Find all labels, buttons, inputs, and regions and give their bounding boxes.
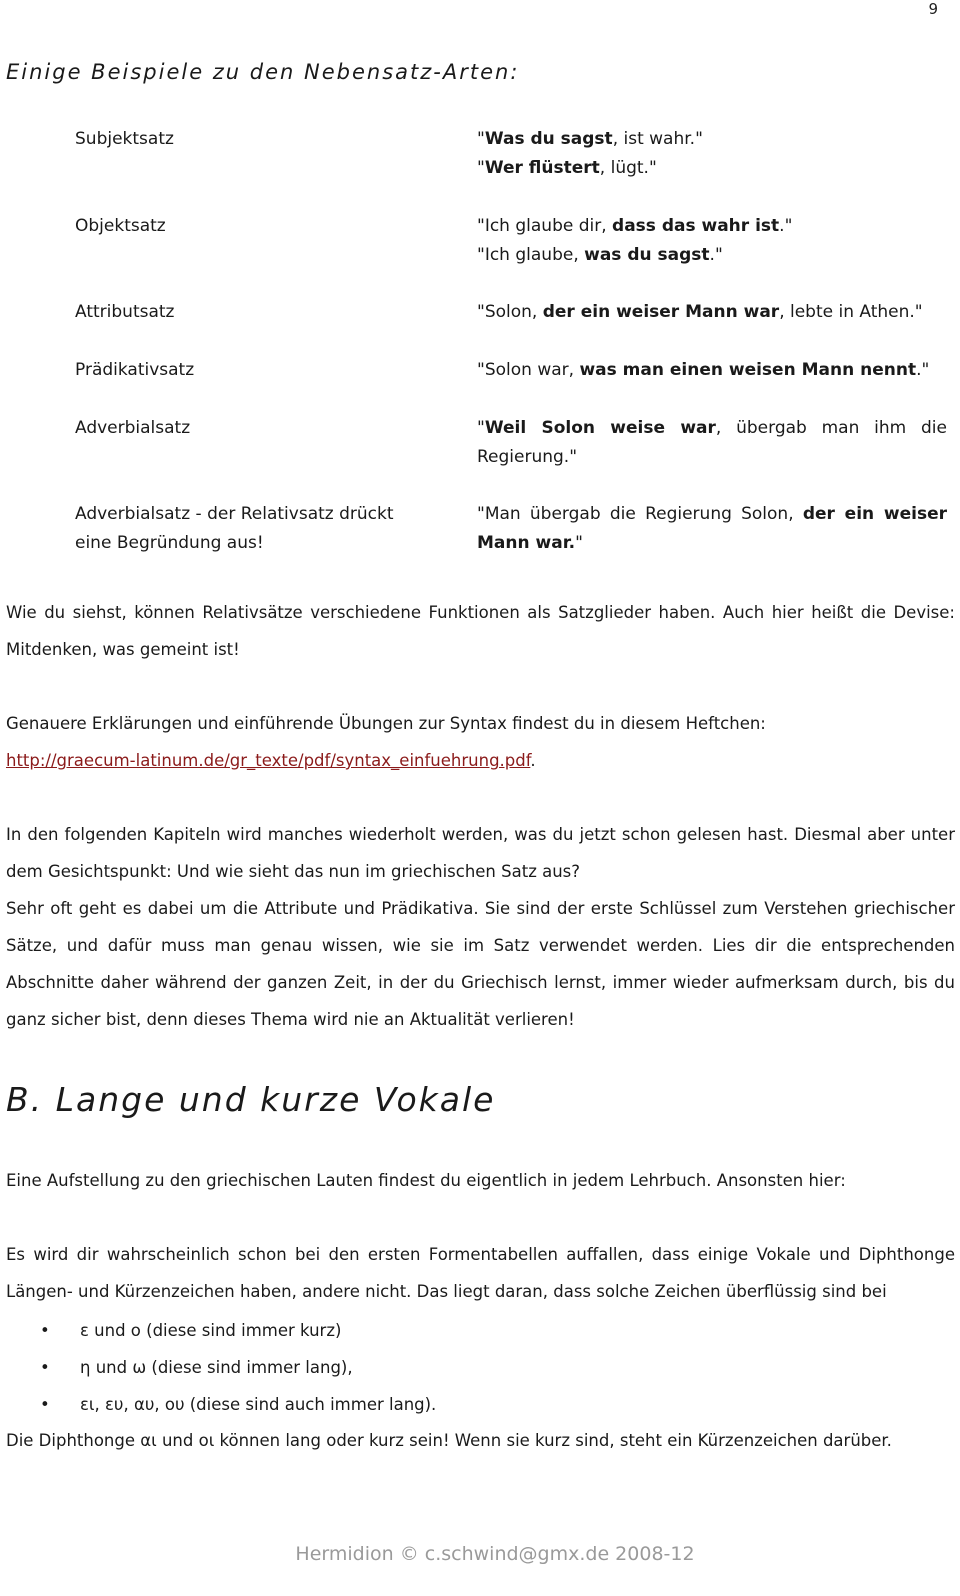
footer-text: Hermidion © c.schwind@gmx.de 2008-12	[295, 1543, 695, 1565]
paragraph-line	[6, 742, 955, 779]
section-b-title: B. Lange und kurze Vokale	[6, 1080, 496, 1119]
example-sentence	[477, 356, 947, 385]
paragraph-line: Längen- und Kürzenzeichen haben, andere nicht. Das liegt daran, dass solche Zeichen überflüssig sind bei	[6, 1282, 887, 1301]
list-item-text: ει, ευ, αυ, ου (diese sind auch immer lang).	[80, 1395, 437, 1414]
paragraph-line: dem Gesichtspunkt: Und wie sieht das nun im griechischen Satz aus?	[6, 862, 581, 881]
example-sentence-line: Regierung."	[477, 447, 578, 467]
example-label-line: eine Begründung aus!	[75, 533, 264, 553]
paragraph-line: Mitdenken, was gemeint ist!	[6, 640, 240, 659]
paragraph-line: Eine Aufstellung zu den griechischen Lauten findest du eigentlich in jedem Lehrbuch. Ansonsten hier:	[6, 1171, 846, 1190]
paragraph-line: ganz sicher bist, denn dieses Thema wird nie an Aktualität verlieren!	[6, 1010, 575, 1029]
highlighted-clause: was man einen weisen Mann nennt	[579, 360, 917, 380]
bullet-icon: •	[40, 1358, 50, 1377]
paragraph-line: Sehr oft geht es dabei um die Attribute und Prädikativa. Sie sind der erste Schlüssel zum Verstehen griechischer	[6, 899, 955, 918]
example-label-line: Prädikativsatz	[75, 360, 195, 380]
page-number: 9	[928, 0, 938, 18]
example-label-line: Subjektsatz	[75, 129, 174, 149]
link-period: .	[530, 751, 536, 770]
highlighted-clause: Weil Solon weise war	[484, 418, 716, 438]
section-b-paragraph	[6, 1236, 955, 1310]
example-sentence-line: "Solon war, was man einen weisen Mann nennt."	[477, 360, 930, 380]
examples-heading: Einige Beispiele zu den Nebensatz-Arten:	[6, 60, 520, 84]
example-sentence-line: "Ich glaube dir, dass das wahr ist."	[477, 216, 793, 236]
example-label	[75, 212, 415, 241]
page-footer	[0, 1543, 960, 1565]
example-sentence	[477, 212, 947, 270]
example-sentence-line: "Weil Solon weise war, übergab man ihm die	[477, 418, 947, 438]
list-item-text: ε und ο (diese sind immer kurz)	[80, 1321, 342, 1340]
highlighted-clause: der ein weiser Mann war	[542, 302, 780, 322]
paragraph-line: Es wird dir wahrscheinlich schon bei den ersten Formentabellen auffallen, dass einige Vokale und Diphthonge	[6, 1245, 955, 1264]
example-sentence-line: "Solon, der ein weiser Mann war, lebte in Athen."	[477, 302, 923, 322]
example-label-line: Adverbialsatz - der Relativsatz drückt	[75, 504, 394, 524]
paragraph-syntax-link	[6, 705, 955, 779]
paragraph-line: Sätze, und dafür muss man genau wissen, wie sie im Satz verwendet werden. Lies dir die entsprechenden	[6, 936, 955, 955]
example-label	[75, 298, 415, 327]
list-item-text: η und ω (diese sind immer lang),	[80, 1358, 353, 1377]
section-b-intro	[6, 1162, 955, 1199]
example-sentence	[477, 125, 947, 183]
highlighted-clause: Wer flüstert	[484, 158, 600, 178]
vowel-bullet-list	[0, 1312, 960, 1423]
highlighted-clause: was du sagst	[584, 245, 710, 265]
example-sentence-line: "Ich glaube, was du sagst."	[477, 245, 723, 265]
highlighted-clause: Was du sagst	[484, 129, 613, 149]
example-label	[75, 125, 415, 154]
example-sentence-line: "Man übergab die Regierung Solon, der ein weiser	[477, 504, 947, 524]
example-label	[75, 414, 415, 443]
paragraph-line: Wie du siehst, können Relativsätze verschiedene Funktionen als Satzglieder haben. Auch hier heißt die Devise:	[6, 603, 955, 622]
paragraph-line: In den folgenden Kapiteln wird manches wiederholt werden, was du jetzt schon gelesen hast. Diesmal aber unter	[6, 825, 955, 844]
example-sentence	[477, 414, 947, 472]
paragraph-kapitel	[6, 816, 955, 1038]
paragraph-line: Genauere Erklärungen und einführende Übungen zur Syntax findest du in diesem Heftchen:	[6, 714, 766, 733]
paragraph-line: Abschnitte daher während der ganzen Zeit, in der du Griechisch lernst, immer wieder aufmerksam durch, bis du	[6, 973, 955, 992]
list-item	[0, 1312, 960, 1349]
syntax-pdf-link[interactable]: http://graecum-latinum.de/gr_texte/pdf/syntax_einfuehrung.pdf	[6, 751, 531, 770]
example-label-line: Objektsatz	[75, 216, 166, 236]
paragraph-line: Die Diphthonge αι und οι können lang oder kurz sein! Wenn sie kurz sind, steht ein Kürzenzeichen darüber.	[6, 1431, 892, 1450]
highlighted-clause: der ein weiser	[802, 504, 947, 524]
example-label	[75, 500, 415, 558]
highlighted-clause: Mann war.	[477, 533, 576, 553]
bullet-icon: •	[40, 1321, 50, 1340]
example-sentence	[477, 500, 947, 558]
paragraph-relativsaetze	[6, 594, 955, 668]
example-sentence	[477, 298, 947, 327]
list-item	[0, 1386, 960, 1423]
example-sentence-line: "Was du sagst, ist wahr."	[477, 129, 703, 149]
example-sentence-line: Mann war."	[477, 533, 583, 553]
example-label	[75, 356, 415, 385]
example-label-line: Adverbialsatz	[75, 418, 191, 438]
list-item	[0, 1349, 960, 1386]
example-sentence-line: "Wer flüstert, lügt."	[477, 158, 657, 178]
example-label-line: Attributsatz	[75, 302, 175, 322]
bullet-icon: •	[40, 1395, 50, 1414]
section-b-closing	[6, 1422, 955, 1459]
highlighted-clause: dass das wahr ist	[612, 216, 780, 236]
